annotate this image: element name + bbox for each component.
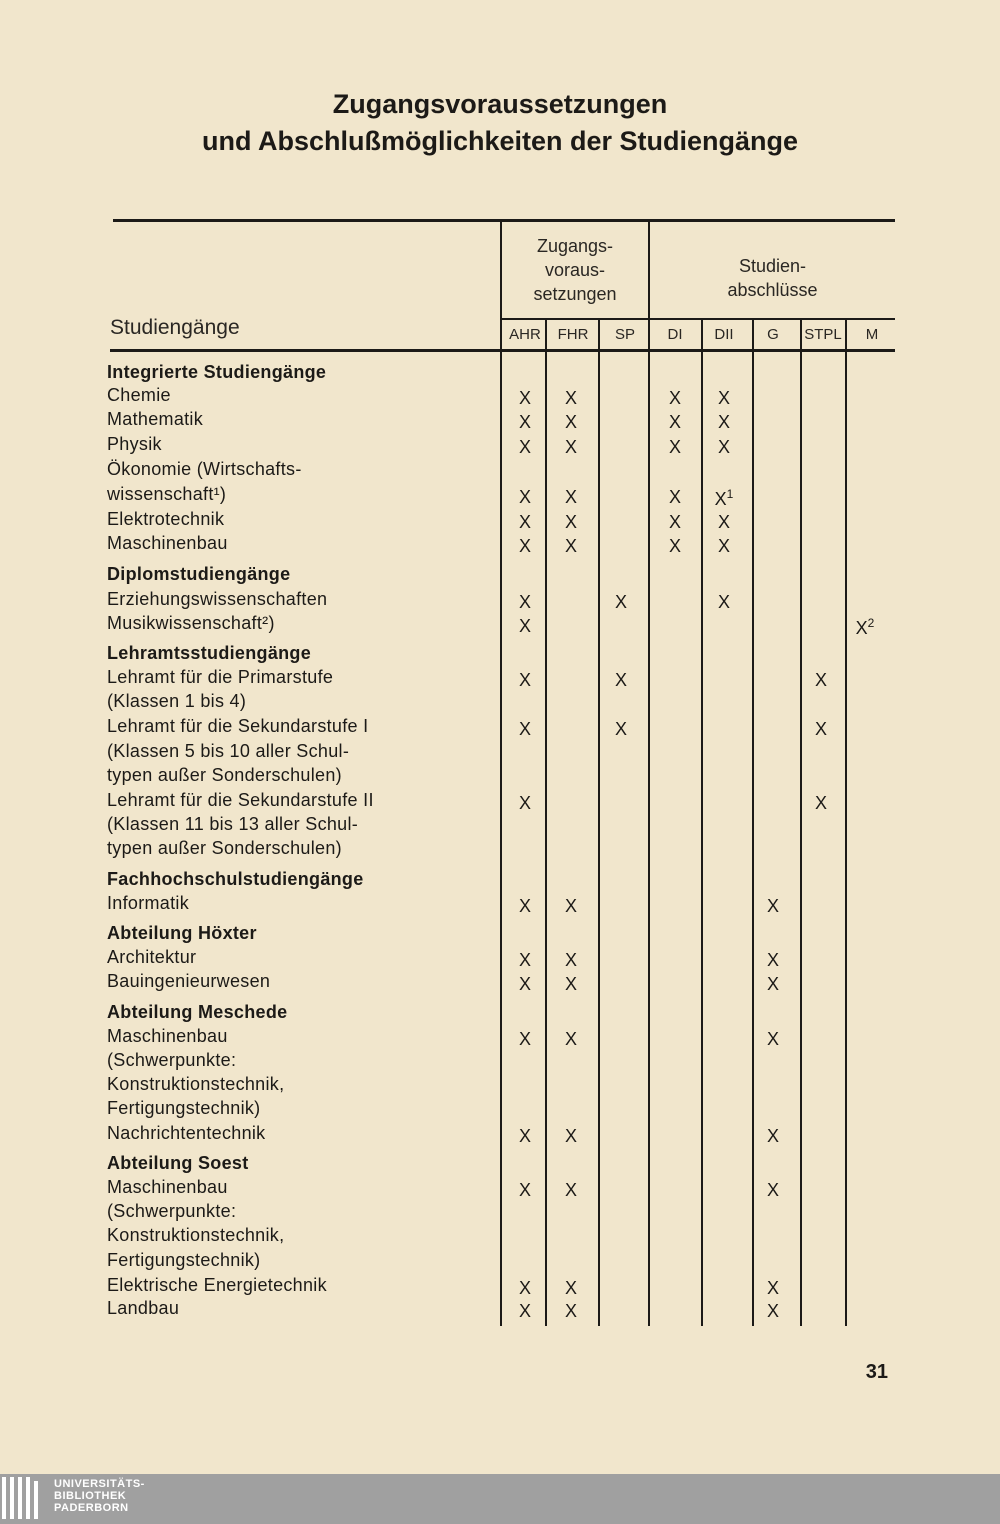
table-row-label: Musikwissenschaft²) <box>107 613 275 633</box>
mark-symbol: X <box>766 950 779 970</box>
library-logo-text <box>54 1478 145 1514</box>
table-row-label: (Klassen 5 bis 10 aller Schul- <box>107 741 350 761</box>
footnote-marker: 2 <box>867 616 875 630</box>
mark-symbol: X <box>564 487 577 507</box>
mark-symbol: X <box>766 1180 779 1200</box>
logo-line-1: UNIVERSITÄTS- <box>54 1478 145 1490</box>
table-row-label: Elektrische Energietechnik <box>107 1275 327 1295</box>
mark-symbol: X <box>518 1301 531 1321</box>
column-header-ahr: AHR <box>509 326 541 343</box>
mark-symbol: X <box>518 1029 531 1049</box>
cell-mark-ahr <box>513 388 537 409</box>
mark-symbol: X <box>518 437 531 457</box>
page-title <box>0 86 1000 160</box>
cell-mark-di <box>663 437 687 458</box>
mark-symbol: X <box>564 1301 577 1321</box>
column-header-m: M <box>865 326 879 343</box>
column-divider <box>545 320 547 1326</box>
cell-mark-di <box>663 487 687 508</box>
mark-symbol: X <box>564 412 577 432</box>
cell-mark-ahr <box>513 670 537 691</box>
section-heading: Abteilung Soest <box>107 1153 249 1173</box>
cell-mark-ahr <box>513 592 537 613</box>
mark-symbol: X <box>518 616 531 636</box>
mark-symbol: X <box>564 536 577 556</box>
mark-symbol: X <box>814 719 827 739</box>
cell-mark-fhr <box>559 1278 583 1299</box>
column-header-sp: SP <box>614 326 635 343</box>
cell-mark-ahr <box>513 412 537 433</box>
mark-symbol: X <box>614 719 627 739</box>
cell-mark-ahr <box>513 512 537 533</box>
cell-mark-ahr <box>513 974 537 995</box>
mark-symbol: X <box>766 1278 779 1298</box>
table-row-label: Chemie <box>107 385 171 405</box>
mark-symbol: X <box>518 670 531 690</box>
column-divider <box>800 320 802 1326</box>
table-row-label: (Klassen 11 bis 13 aller Schul- <box>107 814 359 834</box>
cell-mark-ahr <box>513 1180 537 1201</box>
table-row-label: (Schwerpunkte: <box>107 1050 237 1070</box>
cell-mark-ahr <box>513 793 537 814</box>
group-header-abschluss-line: Studien- <box>738 256 807 276</box>
cell-mark-fhr <box>559 896 583 917</box>
mark-symbol: X <box>518 950 531 970</box>
cell-mark-fhr <box>559 487 583 508</box>
table-row-label: Maschinenbau <box>107 1026 228 1046</box>
cell-mark-stpl <box>809 719 833 740</box>
table-row-label: typen außer Sonderschulen) <box>107 838 342 858</box>
cell-mark-g <box>761 1301 785 1322</box>
table-row-label: Architektur <box>107 947 197 967</box>
cell-mark-fhr <box>559 1029 583 1050</box>
cell-mark-sp <box>609 719 633 740</box>
mark-symbol: X <box>717 536 730 556</box>
cell-mark-dii <box>712 512 736 533</box>
cell-mark-ahr <box>513 616 537 637</box>
mark-symbol: X <box>518 592 531 612</box>
cell-mark-g <box>761 1126 785 1147</box>
title-line-2: und Abschlußmöglichkeiten der Studiengänge <box>201 126 799 156</box>
column-header-g: G <box>767 326 779 343</box>
mark-symbol: X <box>564 950 577 970</box>
mark-symbol: X <box>564 896 577 916</box>
group-header-abschluss-line: abschlüsse <box>727 280 818 300</box>
table-row-label: Landbau <box>107 1298 180 1318</box>
column-divider <box>845 320 847 1326</box>
table-row-label: Fertigungstechnik) <box>107 1098 261 1118</box>
mark-symbol: X <box>717 592 730 612</box>
cell-mark-g <box>761 1029 785 1050</box>
cell-mark-di <box>663 512 687 533</box>
cell-mark-g <box>761 950 785 971</box>
cell-mark-ahr <box>513 719 537 740</box>
table-row-label: Lehramt für die Primarstufe <box>107 667 334 687</box>
cell-mark-dii <box>712 487 736 510</box>
mark-symbol: X <box>518 896 531 916</box>
cell-mark-fhr <box>559 974 583 995</box>
table-row-label: Ökonomie (Wirtschafts- <box>107 459 302 479</box>
logo-line-3: PADERBORN <box>54 1502 129 1514</box>
table-row-label: Fertigungstechnik) <box>107 1250 261 1270</box>
mark-symbol: X <box>766 1126 779 1146</box>
group-header-zugang-line: setzungen <box>533 284 617 304</box>
cell-mark-ahr <box>513 950 537 971</box>
cell-mark-ahr <box>513 1278 537 1299</box>
table-row-label: (Schwerpunkte: <box>107 1201 237 1221</box>
mark-symbol: X <box>855 618 868 638</box>
mark-symbol: X <box>564 512 577 532</box>
mark-symbol: X <box>564 1278 577 1298</box>
mark-symbol: X <box>717 437 730 457</box>
table-row-label: Elektrotechnik <box>107 509 225 529</box>
cell-mark-fhr <box>559 536 583 557</box>
section-heading: Abteilung Höxter <box>107 923 257 943</box>
cell-mark-ahr <box>513 487 537 508</box>
mark-symbol: X <box>518 412 531 432</box>
column-header-fhr: FHR <box>557 326 589 343</box>
cell-mark-ahr <box>513 896 537 917</box>
column-header-stpl: STPL <box>804 326 842 343</box>
cell-mark-ahr <box>513 437 537 458</box>
column-divider <box>598 320 600 1326</box>
cell-mark-m <box>853 616 877 639</box>
mark-symbol: X <box>766 974 779 994</box>
cell-mark-fhr <box>559 1180 583 1201</box>
mark-symbol: X <box>717 512 730 532</box>
mark-symbol: X <box>814 670 827 690</box>
title-line-1: Zugangsvoraussetzungen <box>332 89 668 119</box>
cell-mark-g <box>761 1278 785 1299</box>
header-bottom-rule <box>110 349 895 352</box>
mark-symbol: X <box>614 670 627 690</box>
mark-symbol: X <box>564 1126 577 1146</box>
cell-mark-di <box>663 536 687 557</box>
table-row-label: wissenschaft¹) <box>107 484 227 504</box>
mark-symbol: X <box>518 1126 531 1146</box>
library-footer <box>0 1474 1000 1524</box>
page-number: 31 <box>865 1361 888 1383</box>
mark-symbol: X <box>717 412 730 432</box>
cell-mark-g <box>761 1180 785 1201</box>
cell-mark-sp <box>609 592 633 613</box>
mark-symbol: X <box>766 1029 779 1049</box>
row-header-label: Studiengänge <box>110 316 240 339</box>
cell-mark-fhr <box>559 950 583 971</box>
table-row-label: Informatik <box>107 893 190 913</box>
column-divider <box>648 222 650 1326</box>
table-row-label: Maschinenbau <box>107 533 228 553</box>
column-divider <box>500 222 502 1326</box>
section-heading: Abteilung Meschede <box>107 1002 288 1022</box>
section-heading: Integrierte Studiengänge <box>107 362 327 382</box>
table-top-rule <box>113 219 895 222</box>
table-row-label: Bauingenieurwesen <box>107 971 271 991</box>
section-heading: Lehramtsstudiengänge <box>107 643 312 663</box>
mark-symbol: X <box>518 1278 531 1298</box>
table-row-label: Mathematik <box>107 409 204 429</box>
cell-mark-g <box>761 896 785 917</box>
table-row-label: Lehramt für die Sekundarstufe I <box>107 716 369 736</box>
mark-symbol: X <box>766 1301 779 1321</box>
mark-symbol: X <box>714 489 727 509</box>
cell-mark-di <box>663 412 687 433</box>
mark-symbol: X <box>518 388 531 408</box>
cell-mark-fhr <box>559 1126 583 1147</box>
section-heading: Diplomstudiengänge <box>107 564 291 584</box>
table-row-label: Konstruktionstechnik, <box>107 1225 285 1245</box>
table-row-label: Erziehungswissenschaften <box>107 589 328 609</box>
cell-mark-dii <box>712 388 736 409</box>
mark-symbol: X <box>518 512 531 532</box>
mark-symbol: X <box>518 536 531 556</box>
mark-symbol: X <box>668 487 681 507</box>
cell-mark-di <box>663 388 687 409</box>
mark-symbol: X <box>564 1029 577 1049</box>
cell-mark-ahr <box>513 1301 537 1322</box>
table-row-label: Maschinenbau <box>107 1177 228 1197</box>
mark-symbol: X <box>717 388 730 408</box>
mark-symbol: X <box>564 437 577 457</box>
cell-mark-fhr <box>559 512 583 533</box>
cell-mark-fhr <box>559 1301 583 1322</box>
footnote-marker: 1 <box>726 487 734 501</box>
mark-symbol: X <box>518 793 531 813</box>
mark-symbol: X <box>668 512 681 532</box>
cell-mark-ahr <box>513 1126 537 1147</box>
mark-symbol: X <box>614 592 627 612</box>
mark-symbol: X <box>564 1180 577 1200</box>
mark-symbol: X <box>668 437 681 457</box>
mark-symbol: X <box>668 536 681 556</box>
cell-mark-dii <box>712 412 736 433</box>
mark-symbol: X <box>766 896 779 916</box>
group-header-zugang <box>502 234 648 306</box>
table-row-label: typen außer Sonderschulen) <box>107 765 342 785</box>
table-row-label: Physik <box>107 434 162 454</box>
mark-symbol: X <box>668 388 681 408</box>
mark-symbol: X <box>564 974 577 994</box>
mark-symbol: X <box>518 719 531 739</box>
library-logo-icon <box>0 1477 48 1521</box>
mark-symbol: X <box>668 412 681 432</box>
cell-mark-stpl <box>809 793 833 814</box>
cell-mark-sp <box>609 670 633 691</box>
cell-mark-g <box>761 974 785 995</box>
table-row-label: Nachrichtentechnik <box>107 1123 266 1143</box>
column-divider <box>752 320 754 1326</box>
mark-symbol: X <box>518 1180 531 1200</box>
column-header-rule <box>500 318 895 320</box>
table-row-label: Konstruktionstechnik, <box>107 1074 285 1094</box>
mark-symbol: X <box>518 487 531 507</box>
table-row-label: Lehramt für die Sekundarstufe II <box>107 790 374 810</box>
cell-mark-stpl <box>809 670 833 691</box>
group-header-zugang-line: Zugangs- <box>536 236 614 256</box>
column-header-di: DI <box>667 326 683 343</box>
cell-mark-ahr <box>513 1029 537 1050</box>
mark-symbol: X <box>518 974 531 994</box>
column-divider <box>701 320 703 1326</box>
cell-mark-fhr <box>559 412 583 433</box>
column-header-dii: DII <box>714 326 734 343</box>
cell-mark-ahr <box>513 536 537 557</box>
cell-mark-dii <box>712 437 736 458</box>
group-header-abschluss <box>650 254 895 302</box>
cell-mark-dii <box>712 536 736 557</box>
section-heading: Fachhochschulstudiengänge <box>107 869 364 889</box>
mark-symbol: X <box>814 793 827 813</box>
cell-mark-dii <box>712 592 736 613</box>
cell-mark-fhr <box>559 388 583 409</box>
cell-mark-fhr <box>559 437 583 458</box>
mark-symbol: X <box>564 388 577 408</box>
table-row-label: (Klassen 1 bis 4) <box>107 691 247 711</box>
logo-line-2: BIBLIOTHEK <box>54 1490 127 1502</box>
group-header-zugang-line: voraus- <box>544 260 606 280</box>
